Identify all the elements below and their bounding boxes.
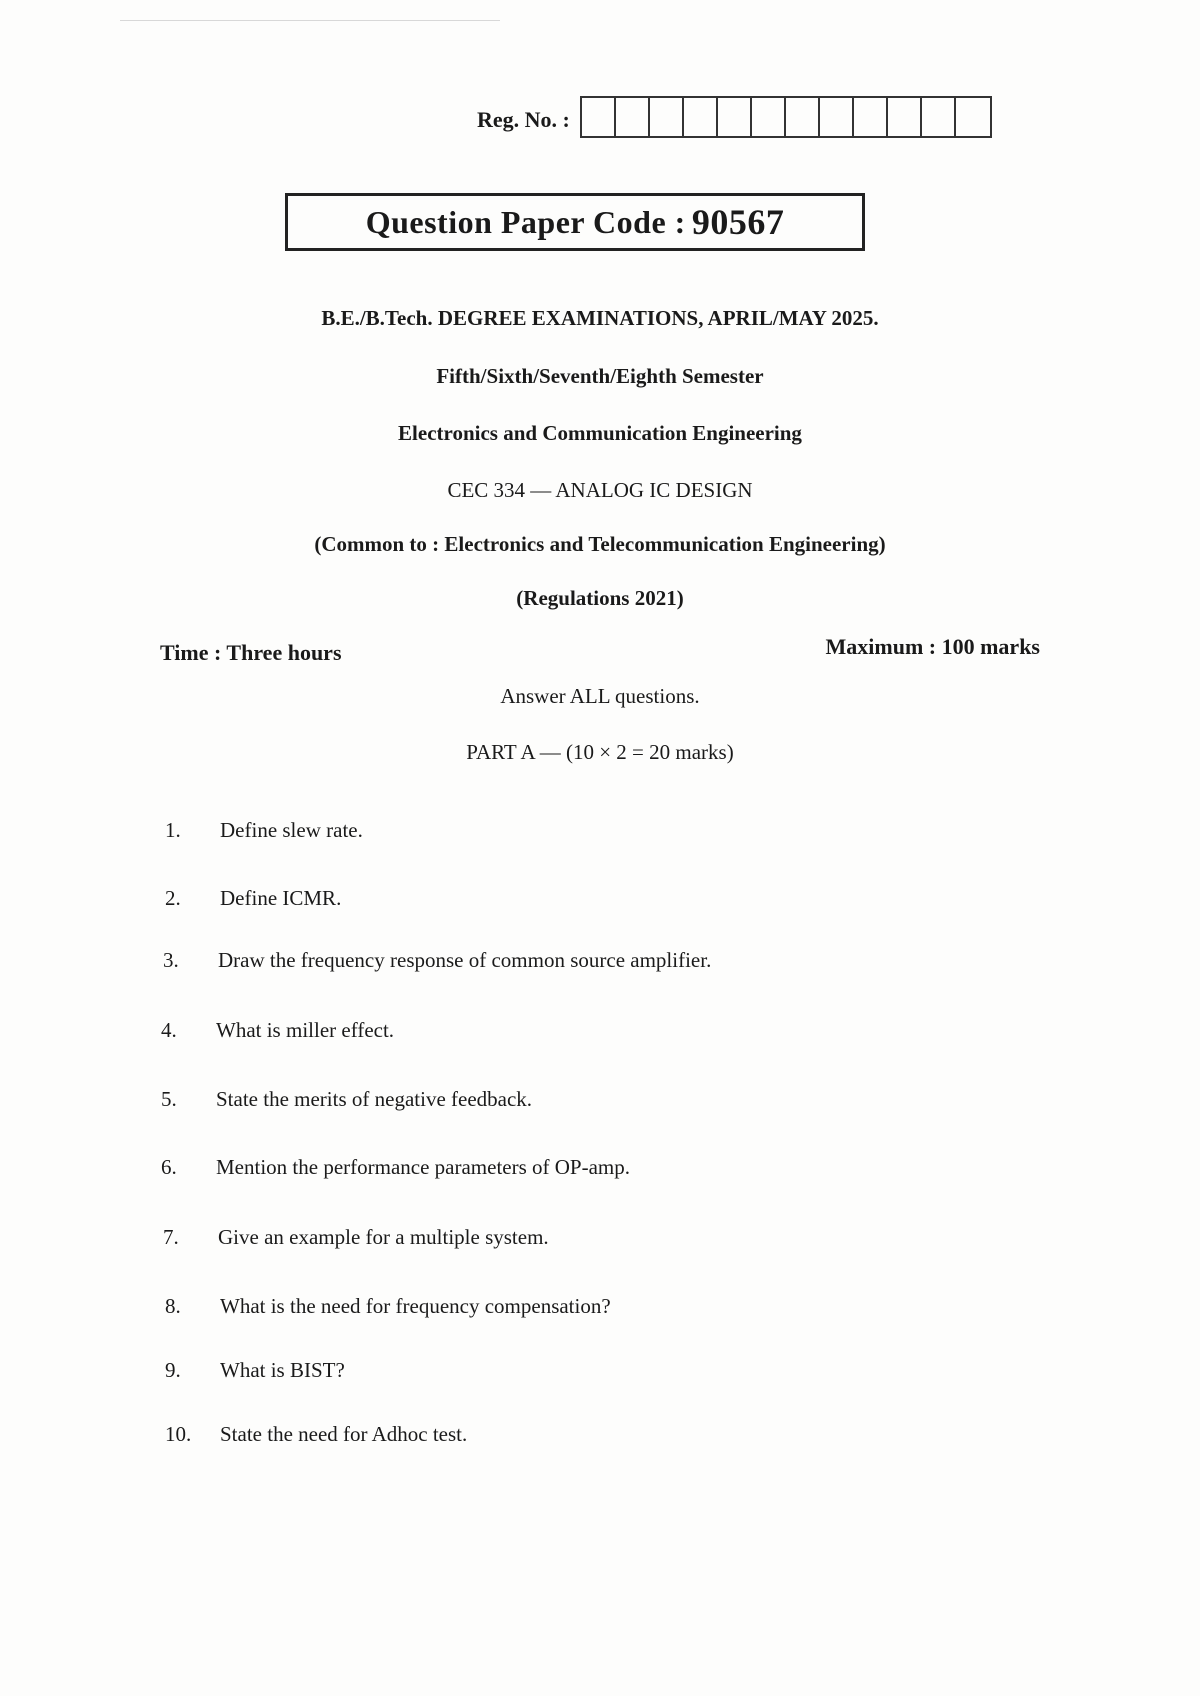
exam-title: B.E./B.Tech. DEGREE EXAMINATIONS, APRIL/MAY 2025. [321,306,879,330]
reg-no-label: Reg. No. : [477,107,570,132]
regulations-line: (Regulations 2021) [516,586,684,610]
code-number: 90567 [691,202,785,242]
reg-no-box[interactable] [786,98,820,136]
question-number: 9. [165,1358,181,1382]
question-text: Mention the performance parameters of OP-amp. [216,1155,631,1179]
reg-no-box[interactable] [956,98,990,136]
reg-no-field [477,102,992,138]
code-label: Question Paper Code : [365,203,686,240]
reg-no-box[interactable] [888,98,922,136]
reg-no-box[interactable] [820,98,854,136]
reg-no-box[interactable] [718,98,752,136]
question-text: What is BIST? [220,1358,345,1382]
maximum-marks: Maximum : 100 marks [825,634,1040,659]
time-allowed: Time : Three hours [160,640,342,665]
question-number: 2. [165,886,181,910]
question-number: 8. [165,1294,181,1318]
question-number: 10. [165,1422,192,1446]
reg-no-box[interactable] [854,98,888,136]
question-number: 4. [161,1018,177,1042]
question-text: Give an example for a multiple system. [218,1225,549,1249]
common-to-line: (Common to : Electronics and Telecommunication Engineering) [314,532,886,556]
question-number: 1. [165,818,181,842]
question-number: 3. [163,948,179,972]
reg-no-box[interactable] [650,98,684,136]
reg-no-boxes[interactable] [580,96,992,138]
question-paper-code-box [285,193,865,251]
question-number: 5. [161,1087,177,1111]
question-number: 7. [163,1225,179,1249]
semester-line: Fifth/Sixth/Seventh/Eighth Semester [436,364,764,388]
reg-no-box[interactable] [922,98,956,136]
reg-no-box[interactable] [684,98,718,136]
top-divider [120,20,500,21]
reg-no-box[interactable] [752,98,786,136]
subject-line: CEC 334 — ANALOG IC DESIGN [447,478,753,502]
department-line: Electronics and Communication Engineering [398,421,802,445]
question-text: Draw the frequency response of common source amplifier. [218,948,712,972]
question-text: State the need for Adhoc test. [220,1422,468,1446]
instruction-line: Answer ALL questions. [500,684,700,708]
reg-no-box[interactable] [616,98,650,136]
question-number: 6. [161,1155,177,1179]
question-text: What is the need for frequency compensation? [220,1294,611,1318]
part-a-heading: PART A — (10 × 2 = 20 marks) [466,740,734,764]
question-text: What is miller effect. [216,1018,395,1042]
question-text: Define ICMR. [220,886,342,910]
reg-no-box[interactable] [582,98,616,136]
question-text: State the merits of negative feedback. [216,1087,533,1111]
question-text: Define slew rate. [220,818,363,842]
